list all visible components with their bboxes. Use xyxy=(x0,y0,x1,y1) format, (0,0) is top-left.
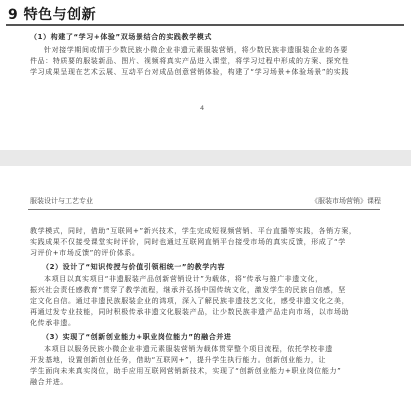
subsection-heading-3: （3）实现了“创新创业能力+职业岗位能力”的融合并进 xyxy=(42,333,232,341)
paragraph-line: 件品：特质要的服装新品、图片、视频将真实产品进入课堂，将学习过程中形成的方案、探究性 xyxy=(30,57,350,65)
subsection-heading-1: （1）构建了“学习+体验”双场景结合的实践教学模式 xyxy=(30,33,212,41)
paragraph-line: 定文化自信。通过非遗民族服装企业的鸿项，深入了解民族非遗技艺文化，感受非遗文化之美， xyxy=(30,297,350,305)
paragraph-line: 本项目以服务民族小微企业非遗元素服装营销为载体贯穿整个项目流程，依托学校非遗 xyxy=(44,345,333,353)
paragraph-line: 针对接学期间或情于少数民族小微企业非遗元素服装营销，将少数民族非遗服装企业的各要 xyxy=(44,46,348,54)
header-right: 《服装市场营销》课程 xyxy=(311,197,381,205)
subsection-heading-2: （2）设计了“知识传授与价值引领相统一”的教学内容 xyxy=(42,263,226,271)
paragraph-line: 学生面向未来真实岗位，助手应用互联网营销新技术，实现了“创新创业能力+职业岗位能力” xyxy=(30,367,342,375)
paragraph-line: 再通过发专业技能，同时积极传承非遗文化服装产品，让少数民族非遗产品走向市场，以市场助 xyxy=(30,308,350,316)
paragraph-line: 实践成果不仅接受课堂实时评价，同时也通过互联网直销平台接受市场的真实反馈，形成了“学 xyxy=(30,238,346,246)
page-gap xyxy=(0,150,411,166)
paragraph-line: 开发基地，设置创新创业任务，借助“互联网+”，提升学生执行能力。创新创业能力，让 xyxy=(30,356,327,364)
paragraph-line: 振兴社会责任感教育”贯穿了教学流程，继承并弘扬中国传统文化，激发学生的民族自信感，坚 xyxy=(30,286,346,294)
paragraph-line: 融合并进。 xyxy=(30,378,68,386)
document-page-top xyxy=(0,0,411,150)
paragraph-line: 学习成果呈现在艺术云展、互动平台对成品创意营销体验，构建了“学习场景+体验场景”的实践 xyxy=(30,68,349,76)
section-divider xyxy=(6,24,404,26)
paragraph-line: 习评价+市场反馈”的评价体系。 xyxy=(30,249,140,257)
header-left: 服装设计与工艺专业 xyxy=(30,197,93,205)
paragraph-line: 教学模式，同时，借助“互联网+”新兴技术，学生完成短视频营销、平台直播等实践，各销方案， xyxy=(30,227,357,235)
paragraph-line: 本项目以真实项目“非遗服装产品创新营销设计”为载体，将“传承与推广非遗文化， xyxy=(44,275,323,283)
paragraph-line: 化传承非遗。 xyxy=(30,319,76,327)
section-title: 9 特色与创新 xyxy=(8,7,97,23)
document-page-bottom xyxy=(0,166,411,411)
header-rule xyxy=(28,209,380,210)
running-header xyxy=(0,196,411,208)
page-number: 4 xyxy=(200,104,205,112)
